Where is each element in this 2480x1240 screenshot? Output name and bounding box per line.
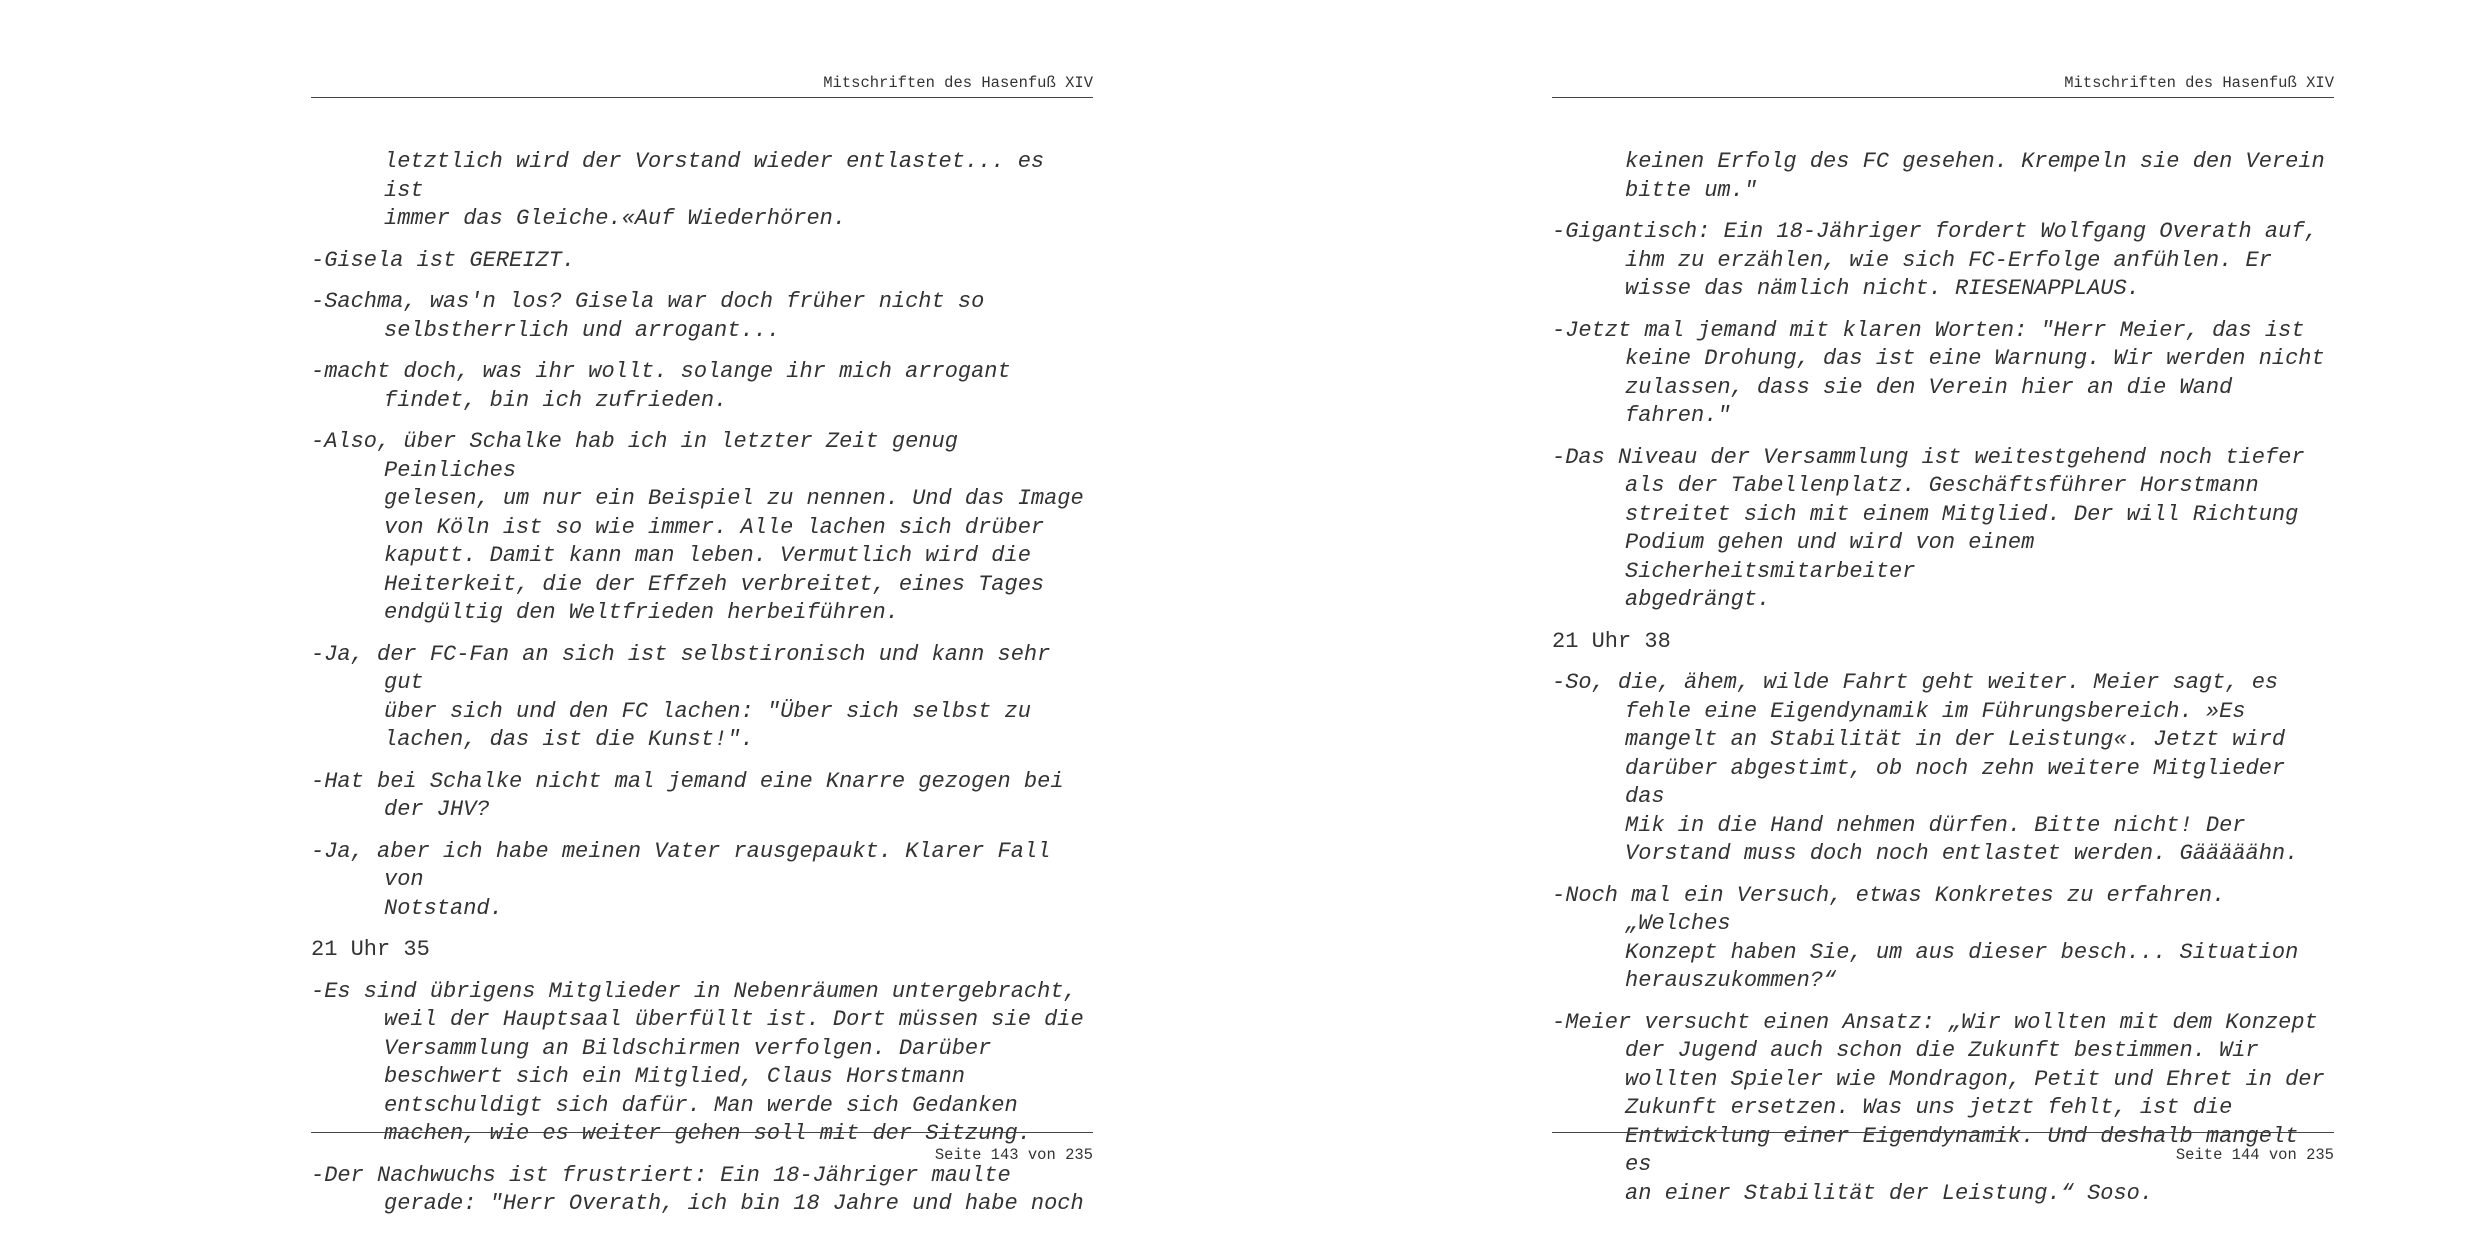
paragraph: -Also, über Schalke hab ich in letzter Zeit genug Peinliches gelesen, um nur ein Beispiel zu nennen. Und das Image von Köln ist so wie immer. Alle lachen sich drüber kaputt. Damit kann man leben. Vermutlich wird die Heiterkeit, die der Effzeh verbreitet, eines Tages endgültig den Weltfrieden herbeiführen.	[311, 429, 1084, 625]
right-page	[1552, 0, 2334, 1240]
left-page	[311, 0, 1093, 1240]
paragraph: -Sachma, was'n los? Gisela war doch früher nicht so selbstherrlich und arrogant...	[311, 289, 985, 343]
paragraph: -Es sind übrigens Mitglieder in Nebenräumen untergebracht, weil der Hauptsaal überfüllt ist. Dort müssen sie die Versammlung an Bildschirmen verfolgen. Darüber beschwert sich ein Mitglied, Claus Horstmann entschuldigt sich dafür. Man werde sich Gedanken machen, wie es weiter gehen soll mit der Sitzung.	[311, 978, 1084, 1146]
paragraph: -Ja, der FC-Fan an sich ist selbstironisch und kann sehr gut über sich und den FC lachen: "Über sich selbst zu lachen, das ist die Kunst!".	[311, 641, 1051, 752]
paragraph: -So, die, ähem, wilde Fahrt geht weiter. Meier sagt, es fehle eine Eigendynamik im Führungsbereich. »Es mangelt an Stabilität in der Leistung«. Jetzt wird darüber abgestimt, ob noch zehn weitere Mitglieder das Mik in die Hand nehmen dürfen. Bitte nicht! Der Vorstand muss doch noch entlastet werden. Gääääähn.	[1552, 670, 2299, 866]
paragraph: -Jetzt mal jemand mit klaren Worten: "Herr Meier, das ist keine Drohung, das ist eine Warnung. Wir werden nicht zulassen, dass sie den Verein hier an die Wand fahren."	[1552, 317, 2325, 428]
running-header: Mitschriften des Hasenfuß XIV	[1552, 74, 2334, 98]
paragraph: keinen Erfolg des FC gesehen. Krempeln sie den Verein bitte um."	[1625, 149, 2325, 203]
paragraph: -Meier versucht einen Ansatz: „Wir wollten mit dem Konzept der Jugend auch schon die Zukunft bestimmen. Wir wollten Spieler wie Mondragon, Petit und Ehret in der Zukunft ersetzen. Was uns jetzt fehlt, ist die Entwicklung einer Eigendynamik. Und deshalb mangelt es an einer Stabilität der Leistung.“ Soso.	[1552, 1009, 2325, 1206]
timestamp: 21 Uhr 38	[1552, 628, 1671, 654]
paragraph: -Das Niveau der Versammlung ist weitestgehend noch tiefer als der Tabellenplatz. Geschäftsführer Horstmann streitet sich mit einem Mitglied. Der will Richtung Podium gehen und wird von einem Sicherheitsmitarbeiter abgedrängt.	[1552, 444, 2305, 612]
page-body	[311, 148, 1093, 1232]
paragraph: -Gigantisch: Ein 18-Jähriger fordert Wolfgang Overath auf, ihm zu erzählen, wie sich FC-Erfolge anfühlen. Er wisse das nämlich nicht. RIESENAPPLAUS.	[1552, 219, 2318, 301]
paragraph: letztlich wird der Vorstand wieder entlastet... es ist immer das Gleiche.«Auf Wiederhören.	[384, 149, 1045, 231]
page-number: Seite 144 von 235	[1552, 1132, 2334, 1164]
page-number: Seite 143 von 235	[311, 1132, 1093, 1164]
page-body	[1552, 148, 2334, 1221]
running-header: Mitschriften des Hasenfuß XIV	[311, 74, 1093, 98]
paragraph: -Ja, aber ich habe meinen Vater rausgepaukt. Klarer Fall von Notstand.	[311, 838, 1051, 921]
paragraph: -macht doch, was ihr wollt. solange ihr mich arrogant findet, bin ich zufrieden.	[311, 359, 1011, 413]
paragraph: -Der Nachwuchs ist frustriert: Ein 18-Jähriger maulte gerade: "Herr Overath, ich bin 18 Jahre und habe noch	[311, 1162, 1084, 1216]
paragraph: -Gisela ist GEREIZT.	[311, 247, 576, 273]
paragraph: -Noch mal ein Versuch, etwas Konkretes zu erfahren. „Welches Konzept haben Sie, um aus dieser besch... Situation herauszukommen?“	[1552, 882, 2299, 993]
timestamp: 21 Uhr 35	[311, 937, 430, 962]
paragraph: -Hat bei Schalke nicht mal jemand eine Knarre gezogen bei der JHV?	[311, 768, 1064, 822]
